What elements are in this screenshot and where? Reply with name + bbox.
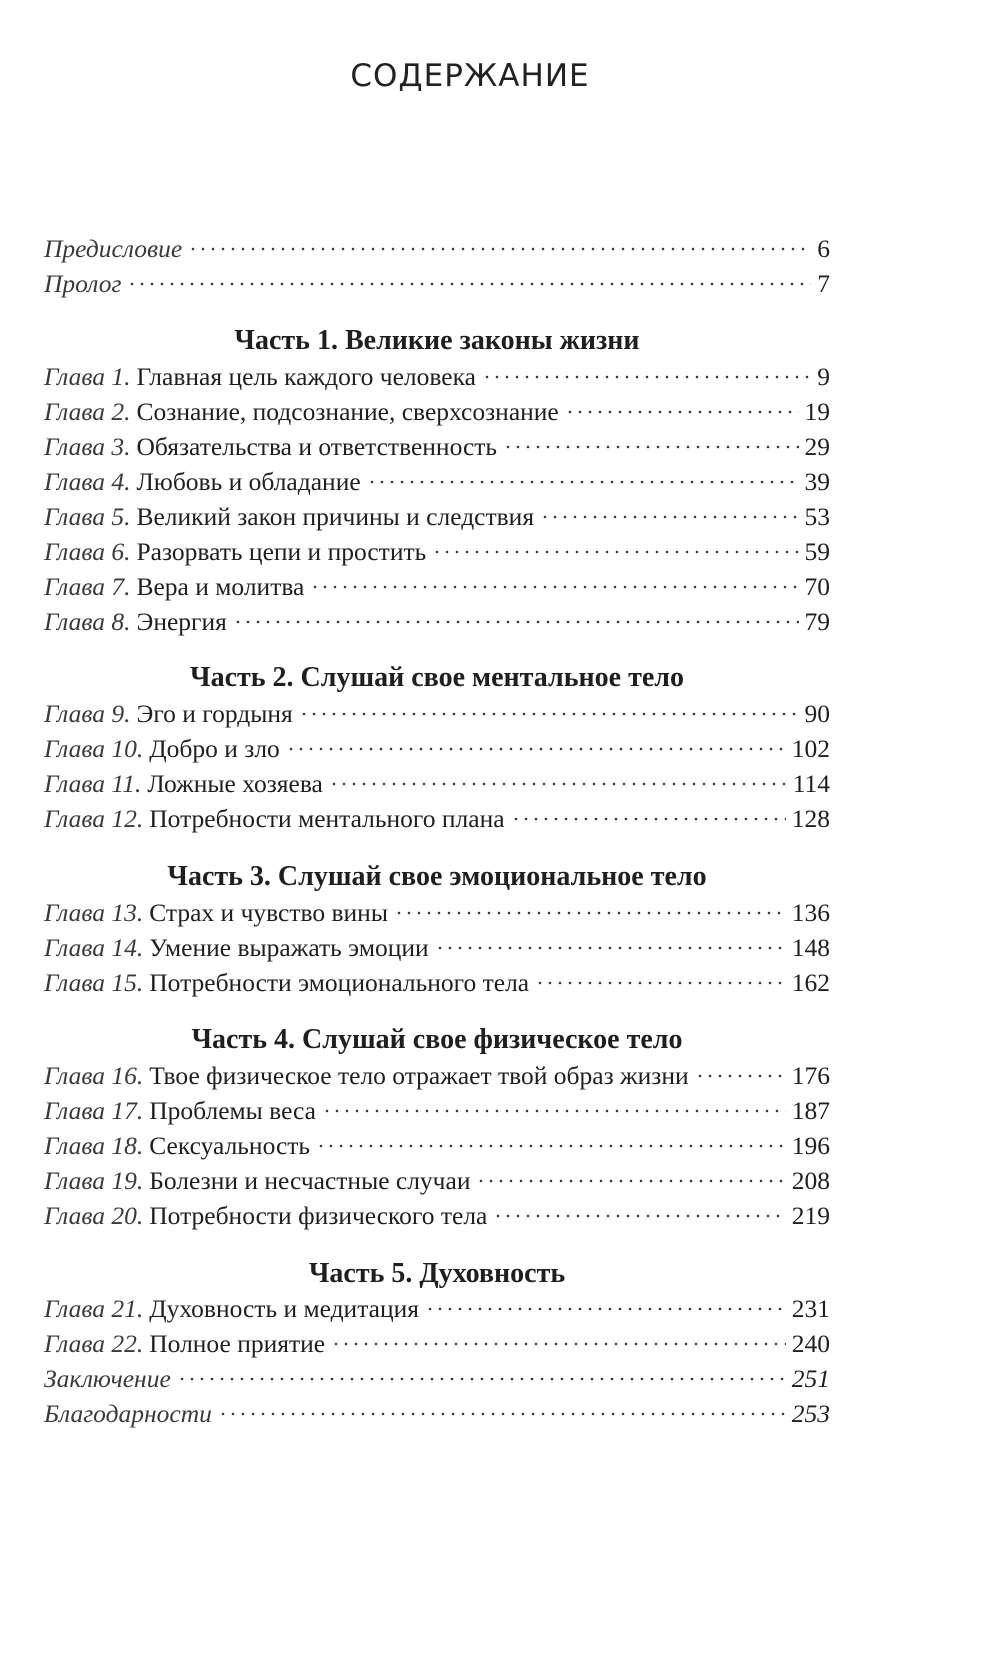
dot-leader <box>493 1213 785 1219</box>
dot-leader <box>329 781 787 787</box>
entry-page: 251 <box>791 1364 830 1393</box>
chapter-number: Глава 18. <box>44 1131 144 1160</box>
chapter-title: Сознание, подсознание, сверхсознание <box>136 397 559 426</box>
chapter-number: Глава 3. <box>44 432 131 461</box>
entry-label: Благодарности <box>44 1399 212 1428</box>
entry-label: Предисловие <box>44 234 183 263</box>
part-heading: Часть 3. Слушай свое эмоциональное тело <box>167 861 707 892</box>
dot-leader <box>177 1376 786 1382</box>
toc-entry-chapter[interactable] <box>44 1093 830 1129</box>
dot-leader <box>425 1306 786 1312</box>
toc-entry-chapter[interactable] <box>44 1326 830 1362</box>
dot-leader <box>695 1073 786 1079</box>
toc-entry-chapter[interactable] <box>44 604 830 640</box>
chapter-number: Глава 2. <box>44 397 131 426</box>
entry-page: 6 <box>817 234 830 263</box>
chapter-number: Глава 4. <box>44 467 131 496</box>
entry-page: 29 <box>804 432 830 461</box>
entry-page: 128 <box>791 804 830 833</box>
chapter-number: Глава 9. <box>44 699 131 728</box>
entry-label: Пролог <box>44 269 122 298</box>
chapter-title: Потребности ментального плана <box>149 804 505 833</box>
dot-leader <box>394 910 786 916</box>
dot-leader <box>331 1341 786 1347</box>
dot-leader <box>511 816 786 822</box>
chapter-title: Разорвать цепи и простить <box>136 537 427 566</box>
toc-entry-chapter[interactable] <box>44 766 830 802</box>
chapter-title: Великий закон причины и следствия <box>136 502 535 531</box>
chapter-title: Главная цель каждого человека <box>136 362 476 391</box>
dot-leader <box>218 1411 786 1417</box>
part-heading: Часть 4. Слушай свое физическое тело <box>191 1024 683 1055</box>
toc-entry-chapter[interactable] <box>44 1291 830 1327</box>
chapter-title: Потребности эмоционального тела <box>149 968 530 997</box>
entry-page: 114 <box>792 769 830 798</box>
toc-entry-chapter[interactable] <box>44 1058 830 1094</box>
dot-leader <box>299 711 799 717</box>
entry-page: 253 <box>791 1399 830 1428</box>
toc-entry-chapter[interactable] <box>44 394 830 430</box>
chapter-title: Болезни и несчастные случаи <box>149 1166 471 1195</box>
entry-page: 70 <box>804 572 830 601</box>
chapter-title: Ложные хозяева <box>147 769 323 798</box>
dot-leader <box>322 1108 786 1114</box>
part-heading: Часть 1. Великие законы жизни <box>234 325 640 356</box>
chapter-number: Глава 7. <box>44 572 131 601</box>
chapter-number: Глава 1. <box>44 362 131 391</box>
chapter-title: Вера и молитва <box>136 572 305 601</box>
entry-page: 208 <box>791 1166 830 1195</box>
dot-leader <box>535 980 786 986</box>
chapter-title: Потребности физического тела <box>149 1201 488 1230</box>
entry-page: 9 <box>817 362 830 391</box>
toc-entry-chapter[interactable] <box>44 965 830 1001</box>
chapter-number: Глава 5. <box>44 502 131 531</box>
dot-leader <box>565 409 799 415</box>
page-title: СОДЕРЖАНИЕ <box>350 58 590 94</box>
toc-entry-chapter[interactable] <box>44 731 830 767</box>
chapter-title: Добро и зло <box>149 734 280 763</box>
entry-page: 231 <box>791 1294 830 1323</box>
entry-page: 7 <box>817 269 830 298</box>
toc-entry-chapter[interactable] <box>44 1128 830 1164</box>
chapter-number: Глава 8. <box>44 607 131 636</box>
entry-page: 19 <box>804 397 830 426</box>
dot-leader <box>127 281 811 287</box>
dot-leader <box>540 514 798 520</box>
entry-page: 176 <box>791 1061 830 1090</box>
chapter-title: Сексуальность <box>149 1131 311 1160</box>
toc-entry-chapter[interactable] <box>44 359 830 395</box>
chapter-number: Глава 13. <box>44 898 144 927</box>
chapter-title: Проблемы веса <box>149 1096 316 1125</box>
entry-page: 148 <box>791 933 830 962</box>
entry-page: 136 <box>791 898 830 927</box>
dot-leader <box>476 1178 785 1184</box>
chapter-title: Твое физическое тело отражает твой образ жизни <box>149 1061 689 1090</box>
entry-page: 79 <box>804 607 830 636</box>
dot-leader <box>503 444 798 450</box>
toc-entry-chapter[interactable] <box>44 464 830 500</box>
toc-entry-chapter[interactable] <box>44 429 830 465</box>
entry-page: 102 <box>791 734 830 763</box>
toc-entry-preface[interactable] <box>44 231 830 267</box>
chapter-number: Глава 21. <box>44 1294 144 1323</box>
entry-page: 59 <box>804 537 830 566</box>
entry-page: 196 <box>791 1131 830 1160</box>
toc-entry-chapter[interactable] <box>44 801 830 837</box>
toc-entry-conclusion[interactable] <box>44 1361 830 1397</box>
chapter-number: Глава 12. <box>44 804 144 833</box>
dot-leader <box>188 246 811 252</box>
toc-entry-chapter[interactable] <box>44 499 830 535</box>
dot-leader <box>310 584 798 590</box>
toc-entry-chapter[interactable] <box>44 930 830 966</box>
entry-page: 53 <box>804 502 830 531</box>
chapter-title: Эго и гордыня <box>136 699 293 728</box>
chapter-title: Любовь и обладание <box>136 467 361 496</box>
chapter-title: Духовность и медитация <box>149 1294 420 1323</box>
toc-entry-chapter[interactable] <box>44 1198 830 1234</box>
chapter-number: Глава 10. <box>44 734 144 763</box>
chapter-title: Страх и чувство вины <box>149 898 388 927</box>
dot-leader <box>233 619 799 625</box>
chapter-number: Глава 19. <box>44 1166 144 1195</box>
chapter-number: Глава 22. <box>44 1329 144 1358</box>
chapter-number: Глава 15. <box>44 968 144 997</box>
part-heading: Часть 5. Духовность <box>308 1258 566 1289</box>
entry-page: 39 <box>804 467 830 496</box>
entry-page: 219 <box>791 1201 830 1230</box>
toc-entry-chapter[interactable] <box>44 534 830 570</box>
chapter-title: Энергия <box>136 607 227 636</box>
chapter-number: Глава 20. <box>44 1201 144 1230</box>
dot-leader <box>482 374 811 380</box>
dot-leader <box>286 746 786 752</box>
toc-entry-chapter[interactable] <box>44 696 830 732</box>
dot-leader <box>432 549 798 555</box>
dot-leader <box>435 945 786 951</box>
entry-page: 240 <box>791 1329 830 1358</box>
dot-leader <box>316 1143 786 1149</box>
chapter-number: Глава 16. <box>44 1061 144 1090</box>
toc-entry-prologue[interactable] <box>44 266 830 302</box>
dot-leader <box>367 479 799 485</box>
chapter-number: Глава 6. <box>44 537 131 566</box>
toc-entry-acknowledgements[interactable] <box>44 1396 830 1432</box>
chapter-title: Умение выражать эмоции <box>149 933 429 962</box>
chapter-number: Глава 14. <box>44 933 144 962</box>
toc-entry-chapter[interactable] <box>44 569 830 605</box>
chapter-title: Полное приятие <box>149 1329 326 1358</box>
part-heading: Часть 2. Слушай свое ментальное тело <box>190 662 684 693</box>
chapter-number: Глава 11. <box>44 769 142 798</box>
entry-page: 187 <box>791 1096 830 1125</box>
chapter-number: Глава 17. <box>44 1096 144 1125</box>
chapter-title: Обязательства и ответственность <box>136 432 498 461</box>
entry-label: Заключение <box>44 1364 171 1393</box>
toc-entry-chapter[interactable] <box>44 1163 830 1199</box>
toc-entry-chapter[interactable] <box>44 895 830 931</box>
entry-page: 90 <box>804 699 830 728</box>
entry-page: 162 <box>791 968 830 997</box>
